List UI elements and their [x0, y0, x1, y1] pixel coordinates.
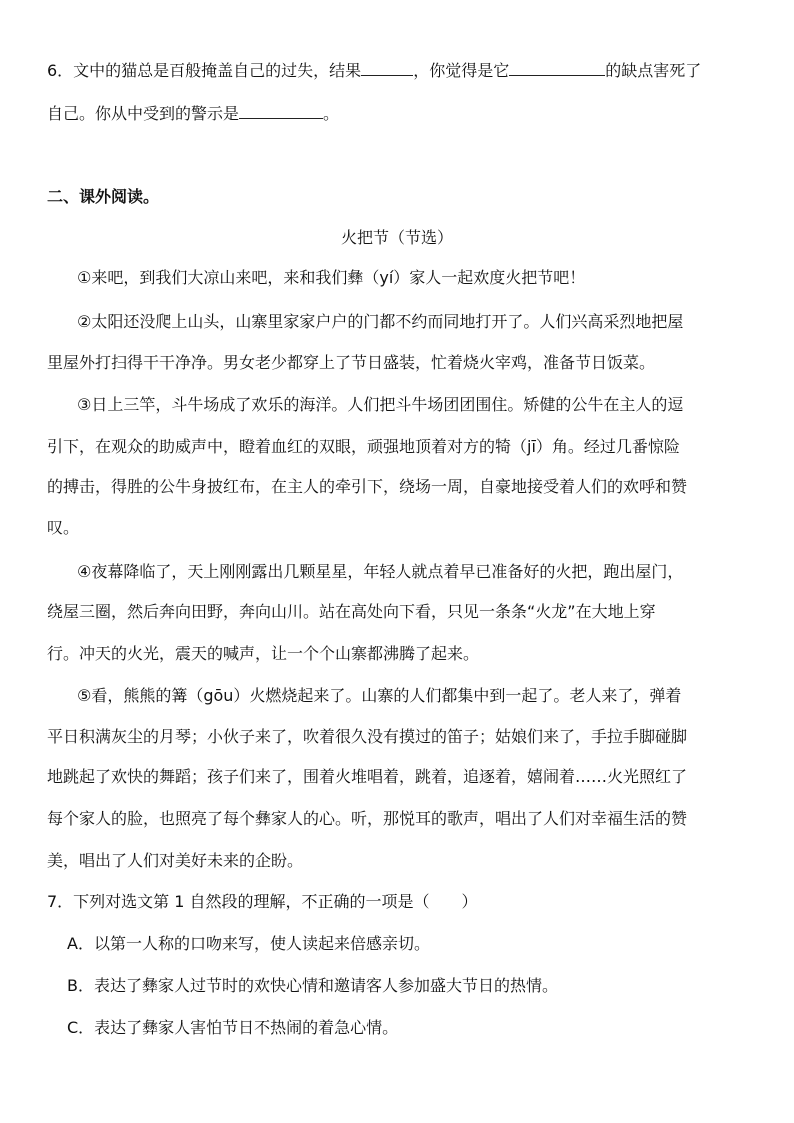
answer-blank-flaw[interactable]	[509, 59, 605, 76]
question-6-line-2	[47, 102, 754, 125]
passage-line: 地跳起了欢快的舞蹈；孩子们来了，围着火堆唱着，跳着，追逐着，嬉闹着……火光照红了	[47, 767, 688, 786]
passage-line: ②太阳还没爬上山头，山寨里家家户户的门都不约而同地打开了。人们兴高采烈地把屋	[77, 312, 684, 331]
passage-line: ①来吧，到我们大凉山来吧，来和我们彝（yí）家人一起欢度火把节吧！	[77, 268, 586, 287]
passage-line: 里屋外打扫得干干净净。男女老少都穿上了节日盛装，忙着烧火宰鸡，准备节日饭菜。	[47, 353, 656, 372]
passage-line: ⑤看，熊熊的篝（gōu）火燃烧起来了。山寨的人们都集中到一起了。老人来了，弹着	[77, 686, 682, 705]
passage-line: ③日上三竿，斗牛场成了欢乐的海洋。人们把斗牛场团团围住。矫健的公牛在主人的逗	[77, 395, 684, 414]
question-6-text: 6．文中的猫总是百般掩盖自己的过失，结果	[47, 61, 362, 80]
passage-title: 火把节（节选）	[340, 228, 453, 247]
question-7-stem: 7．下列对选文第 1 自然段的理解，不正确的一项是（ ）	[47, 892, 478, 911]
passage-line: 美，唱出了人们对美好未来的企盼。	[47, 851, 304, 870]
section-heading: 二、课外阅读。	[47, 187, 160, 206]
passage-line: ④夜幕降临了，天上刚刚露出几颗星星，年轻人就点着早已准备好的火把，跑出屋门，	[77, 562, 684, 581]
passage-line: 行。冲天的火光，震天的喊声，让一个个山寨都沸腾了起来。	[47, 644, 480, 663]
passage-line: 每个家人的脸，也照亮了每个彝家人的心。听，那悦耳的歌声，唱出了人们对幸福生活的赞	[47, 809, 688, 828]
passage-line: 绕屋三圈，然后奔向田野，奔向山川。站在高处向下看，只见一条条“火龙”在大地上穿	[47, 602, 656, 621]
passage-line: 平日积满灰尘的月琴；小伙子来了，吹着很久没有摸过的笛子；姑娘们来了，手拉手脚碰脚	[47, 727, 688, 746]
question-6-text: 自己。你从中受到的警示是	[47, 104, 240, 123]
passage-line: 的搏击，得胜的公牛身披红布，在主人的牵引下，绕场一周，自豪地接受着人们的欢呼和赞	[47, 477, 688, 496]
answer-blank-result[interactable]	[361, 59, 413, 76]
option-a[interactable]: A．以第一人称的口吻来写，使人读起来倍感亲切。	[67, 934, 430, 953]
option-b[interactable]: B．表达了彝家人过节时的欢快心情和邀请客人参加盛大节日的热情。	[67, 976, 558, 995]
question-6-line-1	[47, 59, 754, 82]
option-c[interactable]: C．表达了彝家人害怕节日不热闹的着急心情。	[67, 1018, 399, 1037]
question-6-text: 的缺点害死了	[605, 61, 702, 80]
question-6-text: 。	[323, 104, 340, 123]
passage-line: 叹。	[47, 518, 80, 537]
passage-line: 引下，在观众的助威声中，瞪着血红的双眼，顽强地顶着对方的犄（jī）角。经过几番惊险	[47, 437, 680, 456]
answer-blank-lesson[interactable]	[239, 102, 323, 119]
question-6-text: ，你觉得是它	[413, 61, 510, 80]
